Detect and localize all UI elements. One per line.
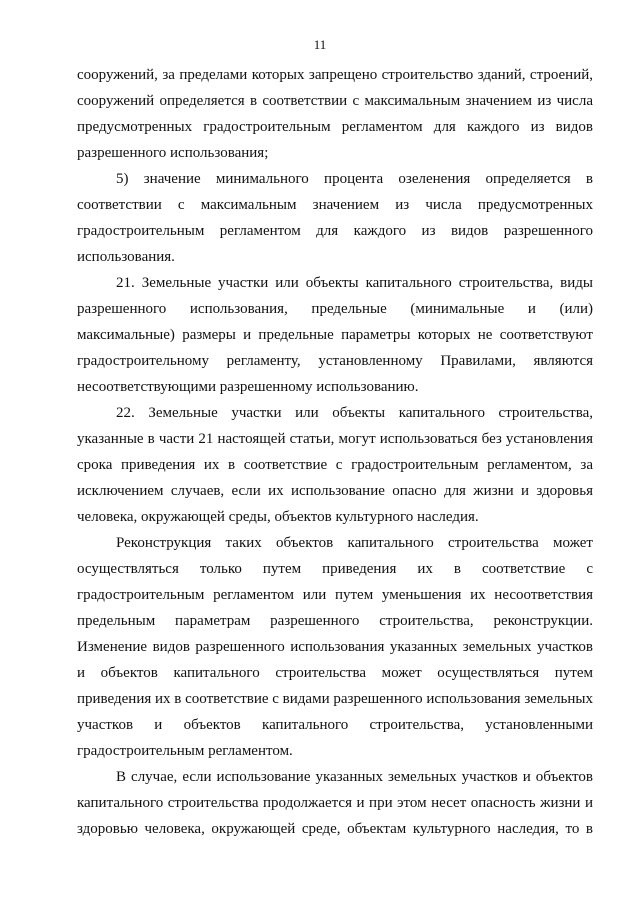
document-body [77, 62, 593, 842]
paragraph-item-5: 5) значение минимального процента озеленения определяется в соответствии с максимальным значением из числа предусмотренных градостроительным регламентом для каждого из видов разрешенного использования. [77, 171, 593, 265]
paragraph-section-21: 21. Земельные участки или объекты капитального строительства, виды разрешенного использования, предельные (минимальные и (или) максимальные) размеры и предельные параметры которых не соответствуют градостроительному регламенту, установленному Правилами, являются несоответствующими разрешенному использованию. [77, 275, 593, 395]
paragraph-danger-case: В случае, если использование указанных земельных участков и объектов капитального строительства продолжается и при этом несет опасность жизни и здоровью человека, окружающей среде, объектам культурного наследия, то в [77, 769, 593, 837]
paragraph-continuation: сооружений, за пределами которых запрещено строительство зданий, строений, сооружений определяется в соответствии с максимальным значением из числа предусмотренных градостроительным регламентом для каждого из видов разрешенного использования; [77, 67, 593, 161]
paragraph-section-22: 22. Земельные участки или объекты капитального строительства, указанные в части 21 настоящей статьи, могут использоваться без установления срока приведения их в соответствие с градостроительным регламентом, за исключением случаев, если их использование опасно для жизни и здоровья человека, окружающей среды, объектов культурного наследия. [77, 405, 593, 525]
paragraph-reconstruction: Реконструкция таких объектов капитального строительства может осуществляться только путем приведения их в соответствие с градостроительным регламентом или путем уменьшения их несоответствия предельным параметрам разрешенного строительства, реконструкции. Изменение видов разрешенного использования указанных земельных участков и объектов капитального строительства может осуществляться путем приведения их в соответствие с видами разрешенного использования земельных участков и объектов капитального строительства, установленными градостроительным регламентом. [77, 535, 593, 759]
page-number: 11 [313, 37, 327, 52]
